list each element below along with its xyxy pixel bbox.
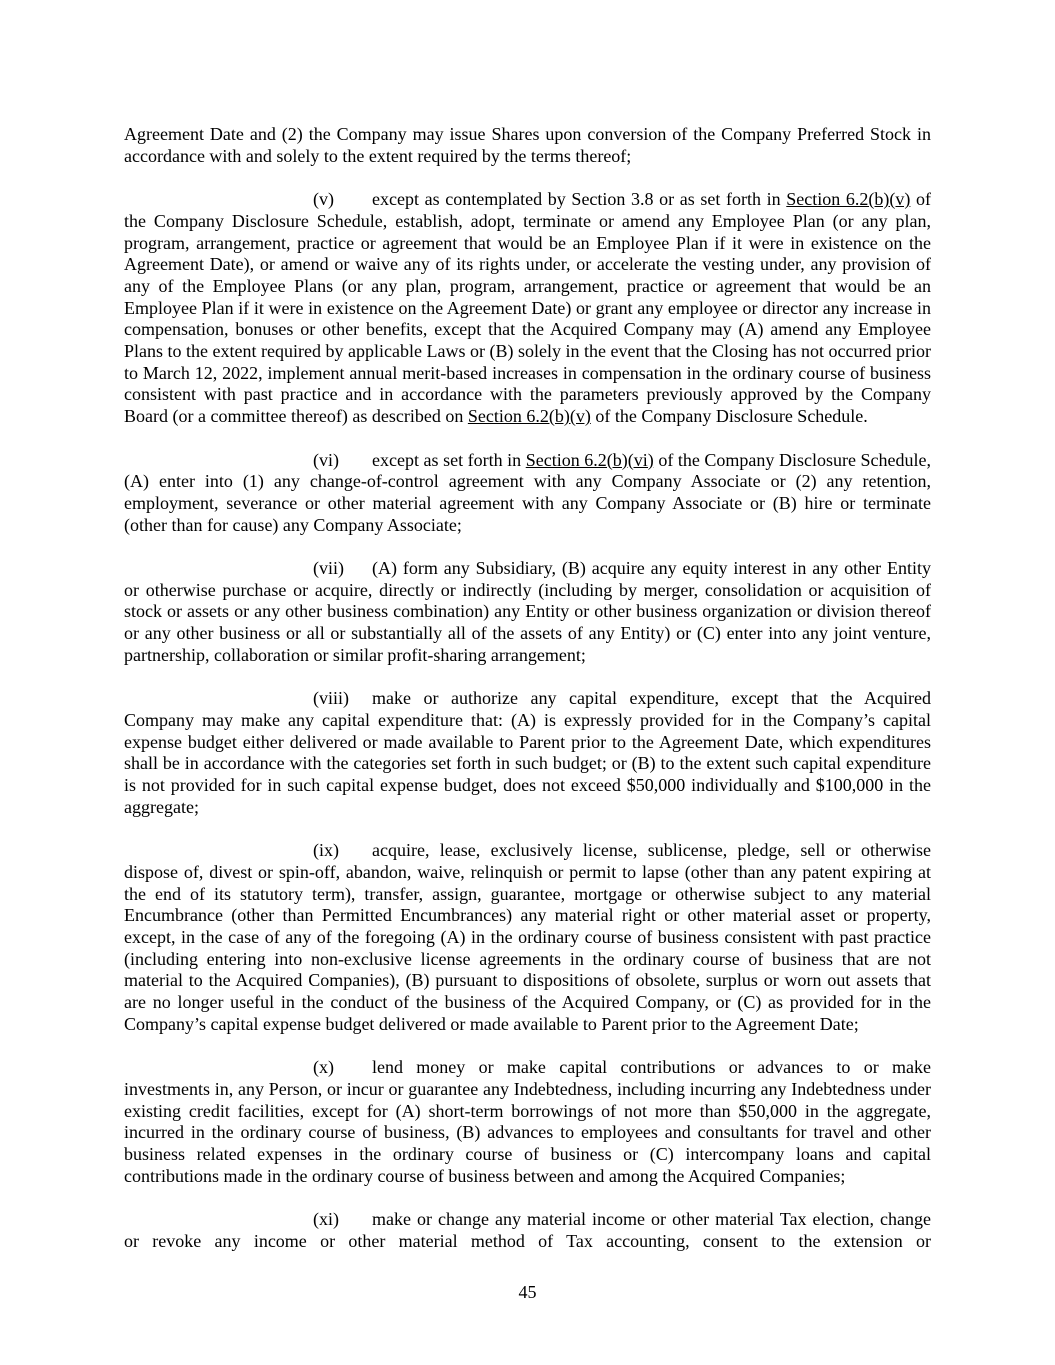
clause-viii [124,688,931,818]
clause-x [124,1057,931,1187]
clause-label: (vi) [313,449,339,470]
clause-text: make or change any material income or other material Tax election, change or revoke any income or other material method of Tax accounting, consent to the extension or [124,1209,931,1251]
clause-v [124,189,931,428]
clause-vii [124,558,931,667]
clause-xi [124,1209,931,1252]
page-number: 45 [518,1282,537,1302]
clause-text: (A) form any Subsidiary, (B) acquire any equity interest in any other Entity or otherwise purchase or acquire, directly or indirectly (including by merger, consolidation or acquisition of stock or assets or any other business combination) any Entity or other business organization or division thereof or any other business or all or substantially all of the assets of any Entity) or (C) enter into any joint venture, partnership, collaboration or similar profit-sharing arrangement; [124,558,931,665]
clause-text: of the Company Disclosure Schedule, establish, adopt, terminate or amend any Employee Plan (or any plan, program, arrangement, practice or agreement that would be an Employee Plan if it were in existence on the Agreement Date), or amend or waive any of its rights under, or accelerate the vesting under, any provision of any of the Employee Plans (or any plan, program, arrangement, practice or agreement that would be an Employee Plan if it were in existence on the Agreement Date) or grant any employee or director any increase in compensation, bonuses or other benefits, except that the Acquired Company may (A) amend any Employee Plans to the extent required by applicable Laws or (B) solely in the event that the Closing has not occurred prior to March 12, 2022, implement annual merit-based increases in compensation in the ordinary course of business consistent with past practice and in accordance with the parameters previously approved by the Company Board (or a committee thereof) as described on [124,189,932,427]
document-page [124,124,931,1274]
clause-text: except as set forth in [372,449,526,470]
clause-text: make or authorize any capital expenditure, except that the Acquired Company may make any capital expenditure that: (A) is expressly provided for in the Company’s capital expense budget either delivered or made available to Parent prior to the Agreement Date, which expenditures shall be in accordance with the categories set forth in such budget; or (B) to the extent such capital expenditure is not provided for in such capital expense budget, does not exceed $50,000 individually and $100,000 in the aggregate; [124,688,931,817]
section-reference: Section 6.2(b)(vi) [525,449,654,470]
clause-text: acquire, lease, exclusively license, sublicense, pledge, sell or otherwise dispose of, divest or spin-off, abandon, waive, relinquish or permit to lapse (other than any patent expiring at the end of its statutory term), transfer, assign, guarantee, mortgage or otherwise subject to any material Encumbrance (other than Permitted Encumbrances) any material right or other material asset or property, except, in the case of any of the foregoing (A) in the ordinary course of business consistent with past practice (including entering into non-exclusive license agreements in the ordinary course of business that are not material to the Acquired Companies), (B) pursuant to dispositions of obsolete, surplus or worn out assets that are no longer useful in the conduct of the business of the Acquired Company, or (C) as provided for in the Company’s capital expense budget delivered or made available to Parent prior to the Agreement Date; [124,840,931,1034]
clause-vi [124,450,931,537]
clause-text: of the Company Disclosure Schedule, (A) enter into (1) any change-of-control agreement with any Company Associate or (2) any retention, employment, severance or other material agreement with any Company Associate or (B) hire or terminate (other than for cause) any Company Associate; [124,449,931,535]
clause-label: (vii) [313,558,344,579]
section-reference: Section 6.2(b)(v) [467,406,591,427]
clause-label: (ix) [313,840,339,861]
paragraph-continuation: Agreement Date and (2) the Company may issue Shares upon conversion of the Company Preferred Stock in accordance with and solely to the extent required by the terms thereof; [124,124,931,166]
clause-text: of the Company Disclosure Schedule. [590,406,868,427]
clause-ix [124,840,931,1035]
section-reference: Section 6.2(b)(v) [786,189,911,210]
clause-label: (v) [313,189,334,210]
clause-label: (viii) [313,688,349,709]
clause-text: lend money or make capital contributions or advances to or make investments in, any Person, or incur or guarantee any Indebtedness, including incurring any Indebtedness under existing credit facilities, except for (A) short-term borrowings of not more than $50,000 in the aggregate, incurred in the ordinary course of business, (B) advances to employees and consultants for travel and other business related expenses in the ordinary course of business or (C) intercompany loans and capital contributions made in the ordinary course of business between and among the Acquired Companies; [124,1057,931,1186]
clause-text: except as contemplated by Section 3.8 or as set forth in [372,189,787,210]
clause-label: (xi) [313,1209,339,1230]
clause-label: (x) [313,1057,334,1078]
